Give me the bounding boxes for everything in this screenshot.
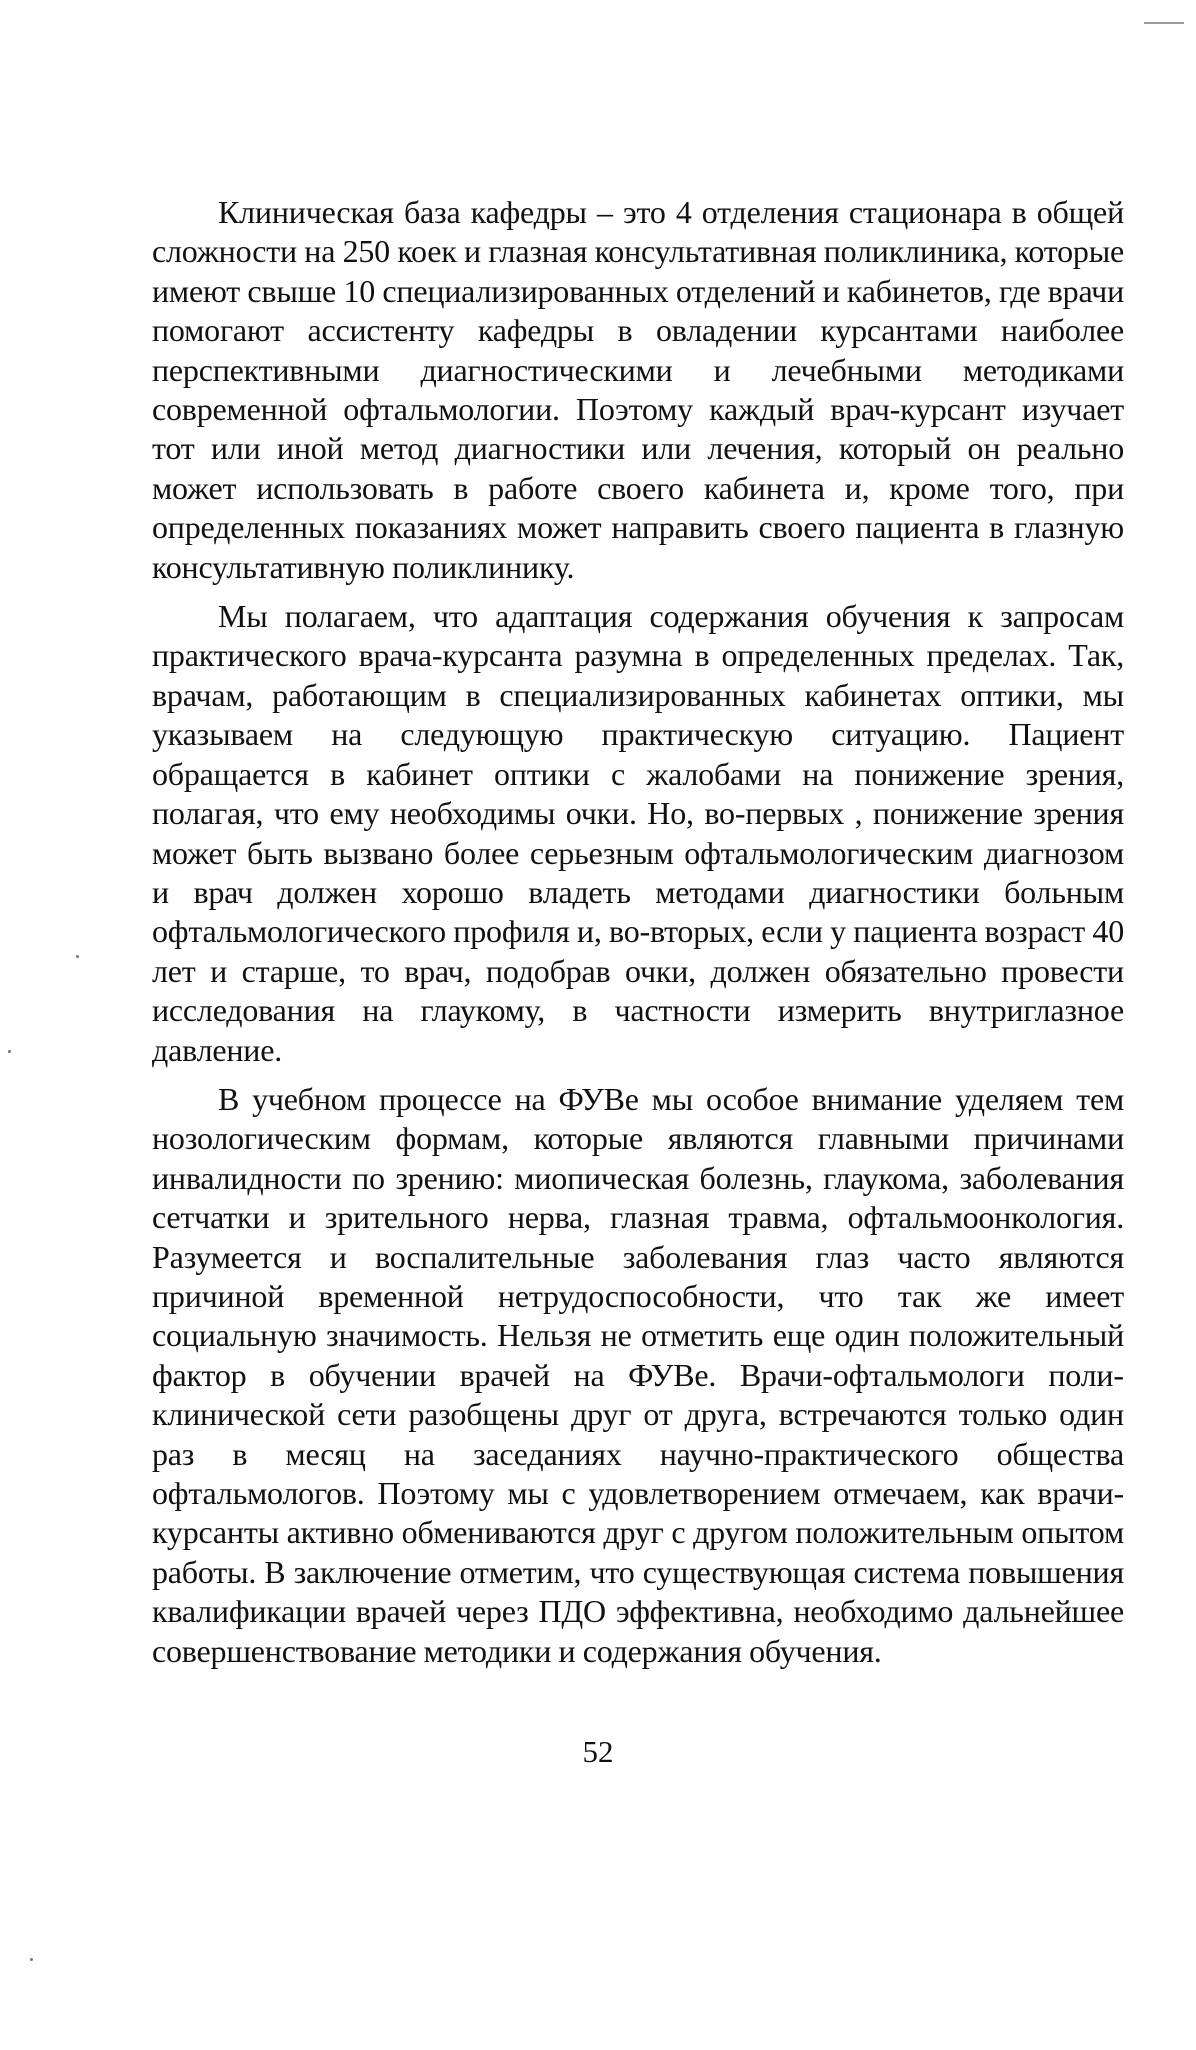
scan-speck (30, 1958, 33, 1961)
paragraph-educational-process: В учебном процессе на ФУВе мы особое внимание уделяем тем нозологическим формам, которые являются главными причинами инвалидности по зрению: миопическая болезнь, глаукома, заболевания сетчатки и зрительного нерва, глазная травма, офтальмоонкология. Разумеется и воспалительные заболевания глаз часто являются причиной временной нетрудоспособности, что так же имеет социальную значимость. Нельзя не отметить еще один положительный фактор в обучении врачей на ФУВе. Врачи-офтальмологи поликлинической сети разобщены друг от друга, встречаются только один раз в месяц на заседаниях научно-практического общества офтальмологов. Поэтому мы с удовлетворением отмечаем, как врачи-курсанты активно обмениваются друг с другом положительным опытом работы. В заключение отметим, что существующая система повышения квалификации врачей через ПДО эффективна, необходимо дальнейшее совершенствование методики и содержания обучения. (152, 1080, 1124, 1669)
paragraph-clinical-base: Клиническая база кафедры – это 4 отделения стационара в общей сложности на 250 коек и глазная консультативная поликлиника, которые имеют свыше 10 специализированных отделений и кабинетов, где врачи помогают ассистенту кафедры в овладении курсантами наиболее перспективными диагностическими и лечебными методиками современной офтальмологии. Поэтому каждый врач-курсант изучает тот или иной метод диагностики или лечения, который он реально может использовать в работе своего кабинета и, кроме того, при определенных показаниях может направить своего пациента в глазную консультативную поликлинику. (152, 194, 1124, 585)
scan-speck (8, 1050, 11, 1053)
scan-edge-mark (1144, 22, 1184, 24)
paragraph-adaptation: Мы полагаем, что адаптация содержания обучения к запросам практического врача-курсанта разумна в определенных пределах. Так, врачам, работающим в специализированных кабинетах оптики, мы указываем на следующую практическую ситуацию. Пациент обращается в кабинет оптики с жалобами на понижение зрения, полагая, что ему необходимы очки. Но, во-первых , понижение зрения может быть вызвано более серьезным офтальмологическим диагнозом и врач должен хорошо владеть методами диагностики больным офтальмологического профиля и, во-вторых, если у пациента возраст 40 лет и старше, то врач, подобрав очки, должен обязательно провести исследования на глаукому, в частности измерить внутриглазное давление. (152, 598, 1124, 1068)
scan-speck (76, 955, 79, 958)
page-number: 52 (582, 1734, 614, 1769)
body-text (152, 193, 1124, 1681)
